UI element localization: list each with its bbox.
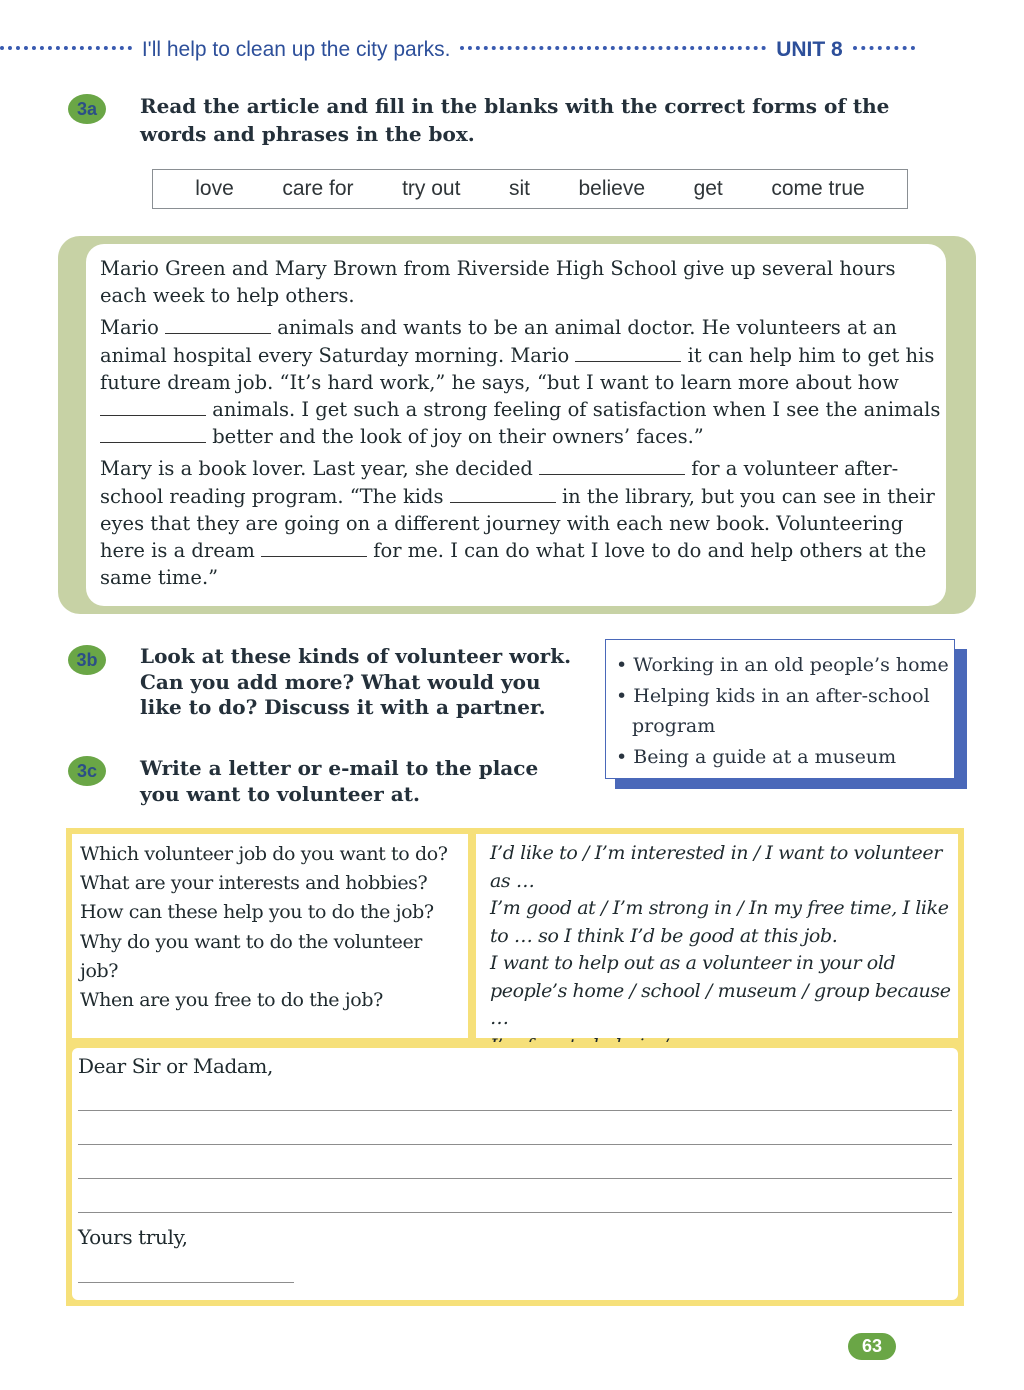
running-header <box>0 38 1024 70</box>
blank-2[interactable] <box>575 343 681 362</box>
instruction-3c <box>140 755 600 807</box>
badge-3b: 3b <box>68 645 106 675</box>
article-text-run: in the library, but you can see in their eyes that they are going on a different journey with each new book. Volunteering here is a dream <box>100 484 935 563</box>
instruction-3b-line: like to do? Discuss it with a partner. <box>140 695 546 719</box>
word-box-item: get <box>693 177 723 200</box>
article-paragraph-1: Mario Green and Mary Brown from Riverside High School give up several hours each week to help others. <box>100 257 896 308</box>
writing-line[interactable] <box>78 1144 952 1145</box>
instruction-3a-line1: Read the article and fill in the blanks with the correct forms of the <box>140 94 890 118</box>
phrases-list <box>490 840 956 1060</box>
unit-label: UNIT 8 <box>776 38 843 62</box>
instruction-3a-line2: words and phrases in the box. <box>140 122 475 146</box>
blank-5[interactable] <box>539 456 685 475</box>
word-box-item: love <box>195 177 234 200</box>
question-item: When are you free to do the job? <box>80 989 383 1012</box>
word-box-item: believe <box>578 177 646 200</box>
blank-6[interactable] <box>450 484 556 503</box>
article-text-run: animals. I get such a strong feeling of satisfaction when I see the animals <box>212 398 941 422</box>
article-text-run: better and the look of joy on their owners’ faces.” <box>212 425 704 449</box>
word-box-item: sit <box>508 177 530 200</box>
blank-1[interactable] <box>165 315 271 334</box>
phrase-item: I’d like to / I’m interested in / I want to volunteer as … <box>490 842 942 892</box>
writing-line[interactable] <box>78 1212 952 1213</box>
question-item: What are your interests and hobbies? <box>80 872 428 895</box>
writing-line[interactable] <box>78 1178 952 1179</box>
blank-7[interactable] <box>261 538 367 557</box>
header-dots-middle <box>460 46 766 54</box>
article-text-run: Mario <box>100 316 159 340</box>
header-title: I'll help to clean up the city parks. <box>141 38 451 62</box>
word-box <box>152 169 908 209</box>
letter-panel <box>72 1048 958 1300</box>
example-item: • Being a guide at a museum <box>616 745 897 768</box>
word-box-item: care for <box>282 177 354 200</box>
signature-line[interactable] <box>78 1282 294 1283</box>
blank-4[interactable] <box>100 424 206 443</box>
letter-greeting: Dear Sir or Madam, <box>78 1054 273 1078</box>
article-paragraph-2 <box>100 314 945 450</box>
article-text-run: animals and wants to be an animal doctor. He volunteers at an animal hospital every Saturday morning. Mario <box>100 316 897 367</box>
header-dots-left <box>0 46 132 54</box>
badge-3c: 3c <box>68 756 106 786</box>
question-item: Which volunteer job do you want to do? <box>80 843 448 865</box>
example-item: • Helping kids in an after-school program <box>616 684 930 737</box>
article-paragraph-3 <box>100 455 945 591</box>
instruction-3a <box>140 92 940 148</box>
instruction-3c-line: you want to volunteer at. <box>140 782 420 806</box>
article-text-run: for me. I can do what I love to do and help others at the same time.” <box>100 539 927 590</box>
article-text-run: Mary is a book lover. Last year, she decided <box>100 457 533 481</box>
badge-3a: 3a <box>68 94 106 124</box>
page-number: 63 <box>848 1333 896 1360</box>
instruction-3b-line: Look at these kinds of volunteer work. <box>140 644 572 668</box>
examples-list <box>614 650 954 772</box>
header-dots-right <box>853 46 915 54</box>
question-item: How can these help you to do the job? <box>80 901 434 924</box>
question-item: Why do you want to do the volunteer job? <box>80 930 422 982</box>
article-text <box>100 255 945 596</box>
phrase-item: I’m good at / I’m strong in / In my free time, I like to … so I think I’d be good at this job. <box>490 897 949 947</box>
phrase-item: I want to help out as a volunteer in your old people’s home / school / museum / group because … <box>490 952 951 1029</box>
article-text-run: it can help him to get his future dream job. “It’s hard work,” he says, “but I want to learn more about how <box>100 343 935 394</box>
blank-3[interactable] <box>100 397 206 416</box>
questions-list <box>80 840 470 1015</box>
instruction-3c-line: Write a letter or e-mail to the place <box>140 756 539 780</box>
word-box-item: try out <box>402 177 461 200</box>
writing-line[interactable] <box>78 1110 952 1111</box>
instruction-3b-line: Can you add more? What would you <box>140 669 541 694</box>
article-text-run: for a volunteer after-school reading program. “The kids <box>100 457 899 508</box>
word-box-item: come true <box>771 177 865 200</box>
example-item: • Working in an old people’s home <box>616 654 949 676</box>
instruction-3b <box>140 644 600 721</box>
letter-closing: Yours truly, <box>78 1225 188 1249</box>
